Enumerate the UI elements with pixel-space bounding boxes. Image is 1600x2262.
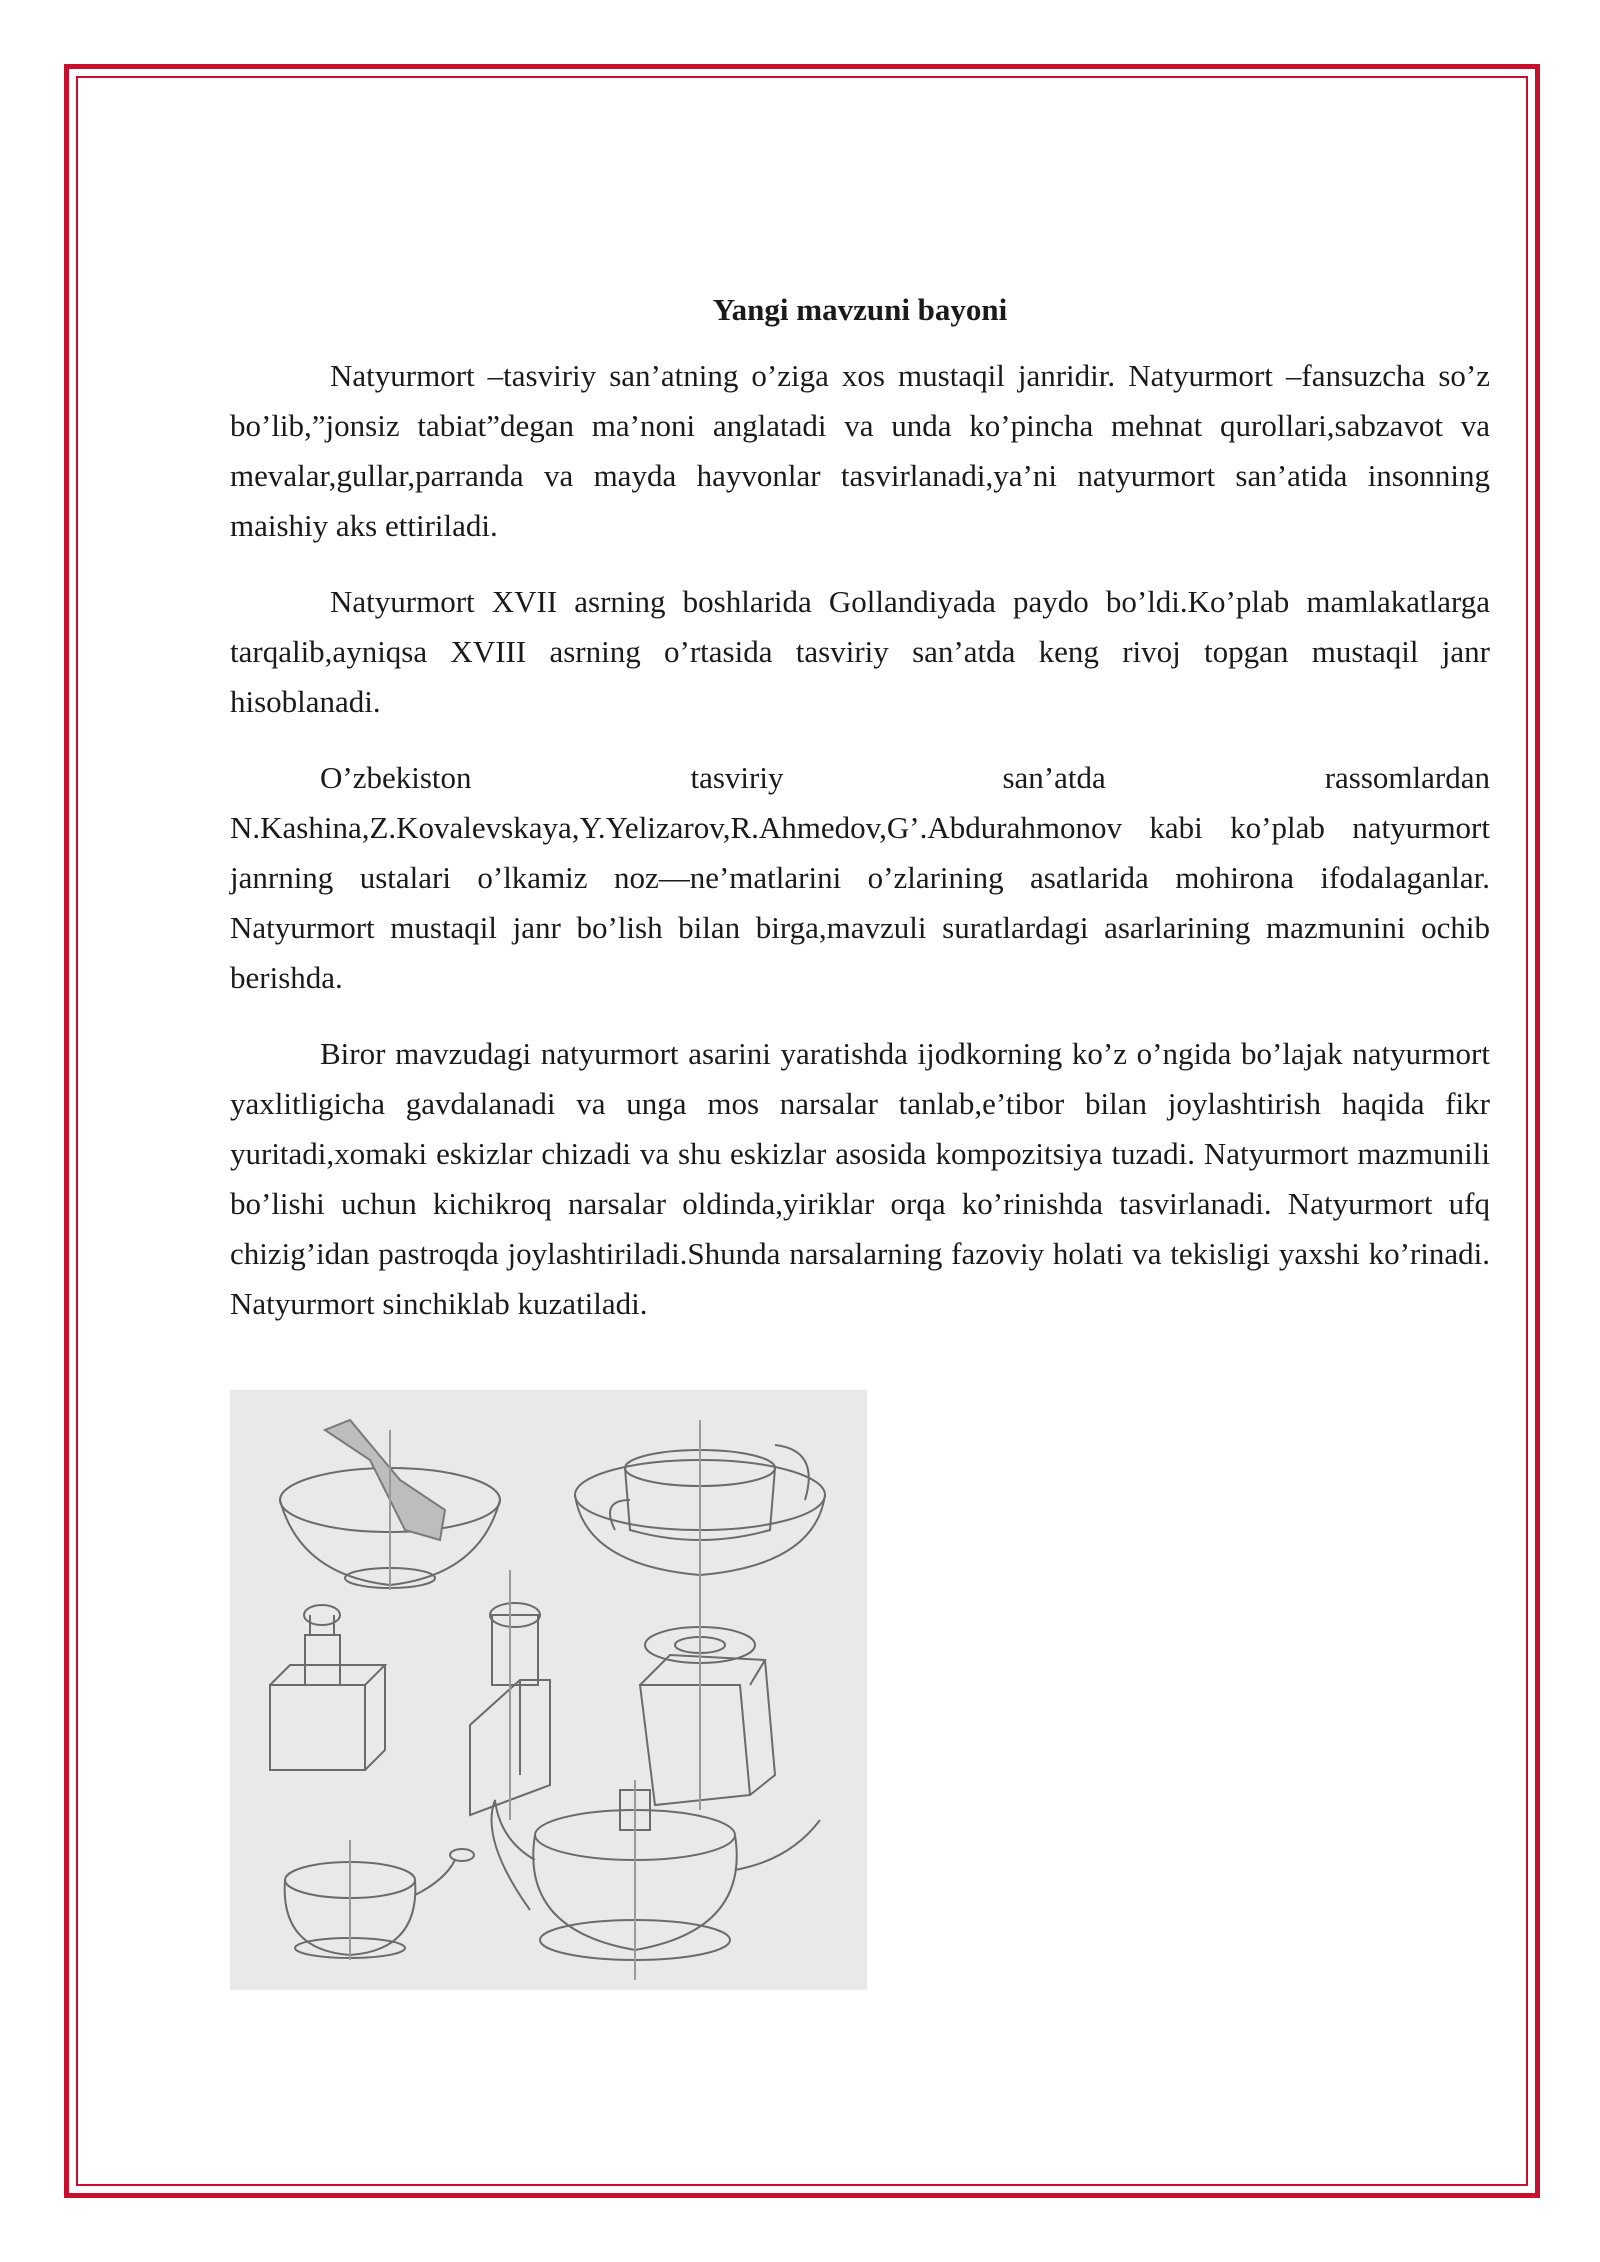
still-life-sketch-image bbox=[230, 1390, 867, 1990]
paragraph-4: Biror mavzudagi natyurmort asarini yaratishda ijodkorning ko’z o’ngida bo’lajak natyurmort yaxlitligicha gavdalanadi va unga mos narsalar tanlab,e’tibor bilan joylashtirish haqida fikr yuritadi,xomaki eskizlar chizadi va shu eskizlar asosida kompozitsiya tuzadi. Natyurmort mazmunili bo’lishi uchun kichikroq narsalar oldinda,yiriklar orqa ko’rinishda tasvirlanadi. Natyurmort ufq chizig’idan pastroqda joylashtiriladi.Shunda narsalarning fazoviy holati va tekisligi yaxshi ko’rinadi. Natyurmort sinchiklab kuzatiladi. bbox=[230, 1036, 1490, 1321]
pencil-sketch-still-life-icon bbox=[230, 1390, 867, 1990]
page-title: Yangi mavzuni bayoni bbox=[712, 292, 1008, 327]
document-body bbox=[230, 285, 1490, 1355]
paragraph-2: Natyurmort XVII asrning boshlarida Gollandiyada paydo bo’ldi.Ko’plab mamlakatlarga tarqalib,ayniqsa XVIII asrning o’rtasida tasviriy san’atda keng rivoj topgan mustaqil janr hisoblanadi. bbox=[230, 584, 1490, 719]
paragraph-3: O’zbekiston tasviriy san’atda rassomlardan N.Kashina,Z.Kovalevskaya,Y.Yelizarov,R.Ahmedov,G’.Abdurahmonov kabi ko’plab natyurmort janrning ustalari o’lkamiz noz—ne’matlarini o’zlarining asatlarida mohirona ifodalaganlar. Natyurmort mustaqil janr bo’lish bilan birga,mavzuli suratlardagi asarlarining mazmunini ochib berishda. bbox=[230, 760, 1490, 995]
paragraph-1: Natyurmort –tasviriy san’atning o’ziga xos mustaqil janridir. Natyurmort –fansuzcha so’z bo’lib,”jonsiz tabiat”degan ma’noni anglatadi va unda ko’pincha mehnat qurollari,sabzavot va mevalar,gullar,parranda va mayda hayvonlar tasvirlanadi,ya’ni natyurmort san’atida insonning maishiy aks ettiriladi. bbox=[230, 358, 1490, 543]
